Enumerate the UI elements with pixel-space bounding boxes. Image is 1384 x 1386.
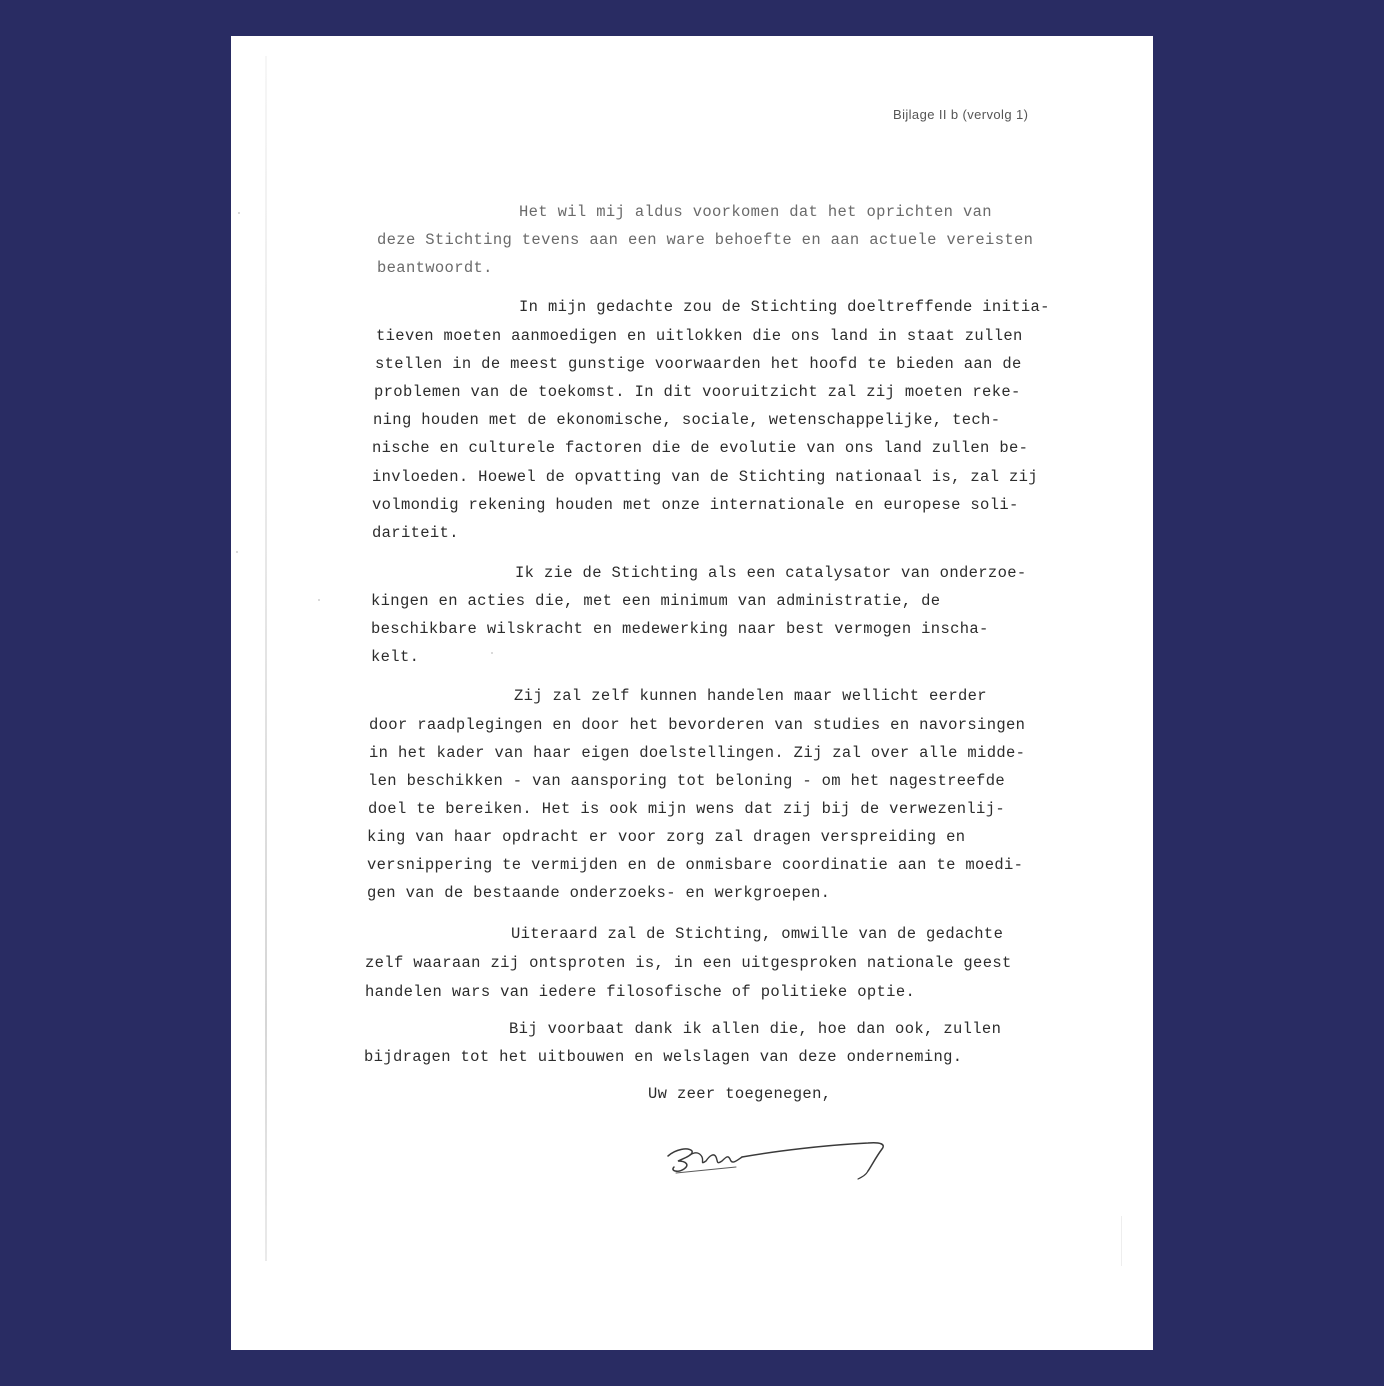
- text-line: tieven moeten aanmoedigen en uitlokken die ons land in staat zullen: [376, 327, 1023, 345]
- document-page: [231, 36, 1153, 1350]
- text-line: volmondig rekening houden met onze internationale en europese soli-: [372, 496, 1019, 514]
- text-line: ning houden met de ekonomische, sociale, wetenschappelijke, tech-: [373, 411, 1001, 429]
- closing-salutation: Uw zeer toegenegen,: [648, 1085, 832, 1103]
- text-line: bijdragen tot het uitbouwen en welslagen van deze onderneming.: [364, 1048, 963, 1066]
- text-line: doel te bereiken. Het is ook mijn wens dat zij bij de verwezenlij-: [368, 800, 1005, 818]
- text-line: problemen van de toekomst. In dit vooruitzicht zal zij moeten reke-: [374, 383, 1021, 401]
- text-line: dariteit.: [372, 524, 459, 542]
- paper-speck: [238, 212, 240, 214]
- text-line: len beschikken - van aansporing tot beloning - om het nagestreefde: [368, 772, 1005, 790]
- text-line: Uiteraard zal de Stichting, omwille van de gedachte: [511, 925, 1004, 943]
- text-line: handelen wars van iedere filosofische of politieke optie.: [365, 983, 916, 1001]
- paper-speck: [491, 652, 493, 654]
- text-line: Het wil mij aldus voorkomen dat het oprichten van: [519, 203, 992, 221]
- text-line: gen van de bestaande onderzoeks- en werkgroepen.: [367, 884, 831, 902]
- text-line: king van haar opdracht er voor zorg zal dragen verspreiding en: [367, 828, 966, 846]
- paper-speck: [236, 551, 238, 553]
- text-line: stellen in de meest gunstige voorwaarden het hoofd te bieden aan de: [375, 355, 1022, 373]
- text-line: in het kader van haar eigen doelstellingen. Zij zal over alle midde-: [369, 744, 1026, 762]
- text-line: In mijn gedachte zou de Stichting doeltreffende initia-: [519, 298, 1050, 316]
- text-line: Bij voorbaat dank ik allen die, hoe dan ook, zullen: [509, 1020, 1002, 1038]
- handwritten-signature: [656, 1131, 956, 1191]
- text-line: beantwoordt.: [377, 259, 493, 277]
- text-line: invloeden. Hoewel de opvatting van de Stichting nationaal is, zal zij: [372, 468, 1038, 486]
- paper-speck: [318, 599, 320, 601]
- annex-label: Bijlage II b (vervolg 1): [893, 107, 1029, 122]
- text-line: Zij zal zelf kunnen handelen maar wellicht eerder: [514, 687, 987, 705]
- text-line: deze Stichting tevens aan een ware behoefte en aan actuele vereisten: [377, 231, 1034, 249]
- text-line: zelf waaraan zij ontsproten is, in een uitgesproken nationale geest: [365, 954, 1012, 972]
- text-line: versnippering te vermijden en de onmisbare coordinatie aan te moedi-: [367, 856, 1024, 874]
- text-line: door raadplegingen en door het bevorderen van studies en navorsingen: [369, 716, 1026, 734]
- text-line: nische en culturele factoren die de evolutie van ons land zullen be-: [372, 439, 1029, 457]
- text-line: beschikbare wilskracht en medewerking naar best vermogen inscha-: [371, 620, 989, 638]
- text-line: kingen en acties die, met een minimum van administratie, de: [371, 592, 941, 610]
- text-line: kelt.: [371, 648, 420, 666]
- text-line: Ik zie de Stichting als een catalysator van onderzoe-: [515, 564, 1027, 582]
- left-margin-line: [265, 56, 267, 1261]
- right-margin-mark: [1121, 1216, 1122, 1266]
